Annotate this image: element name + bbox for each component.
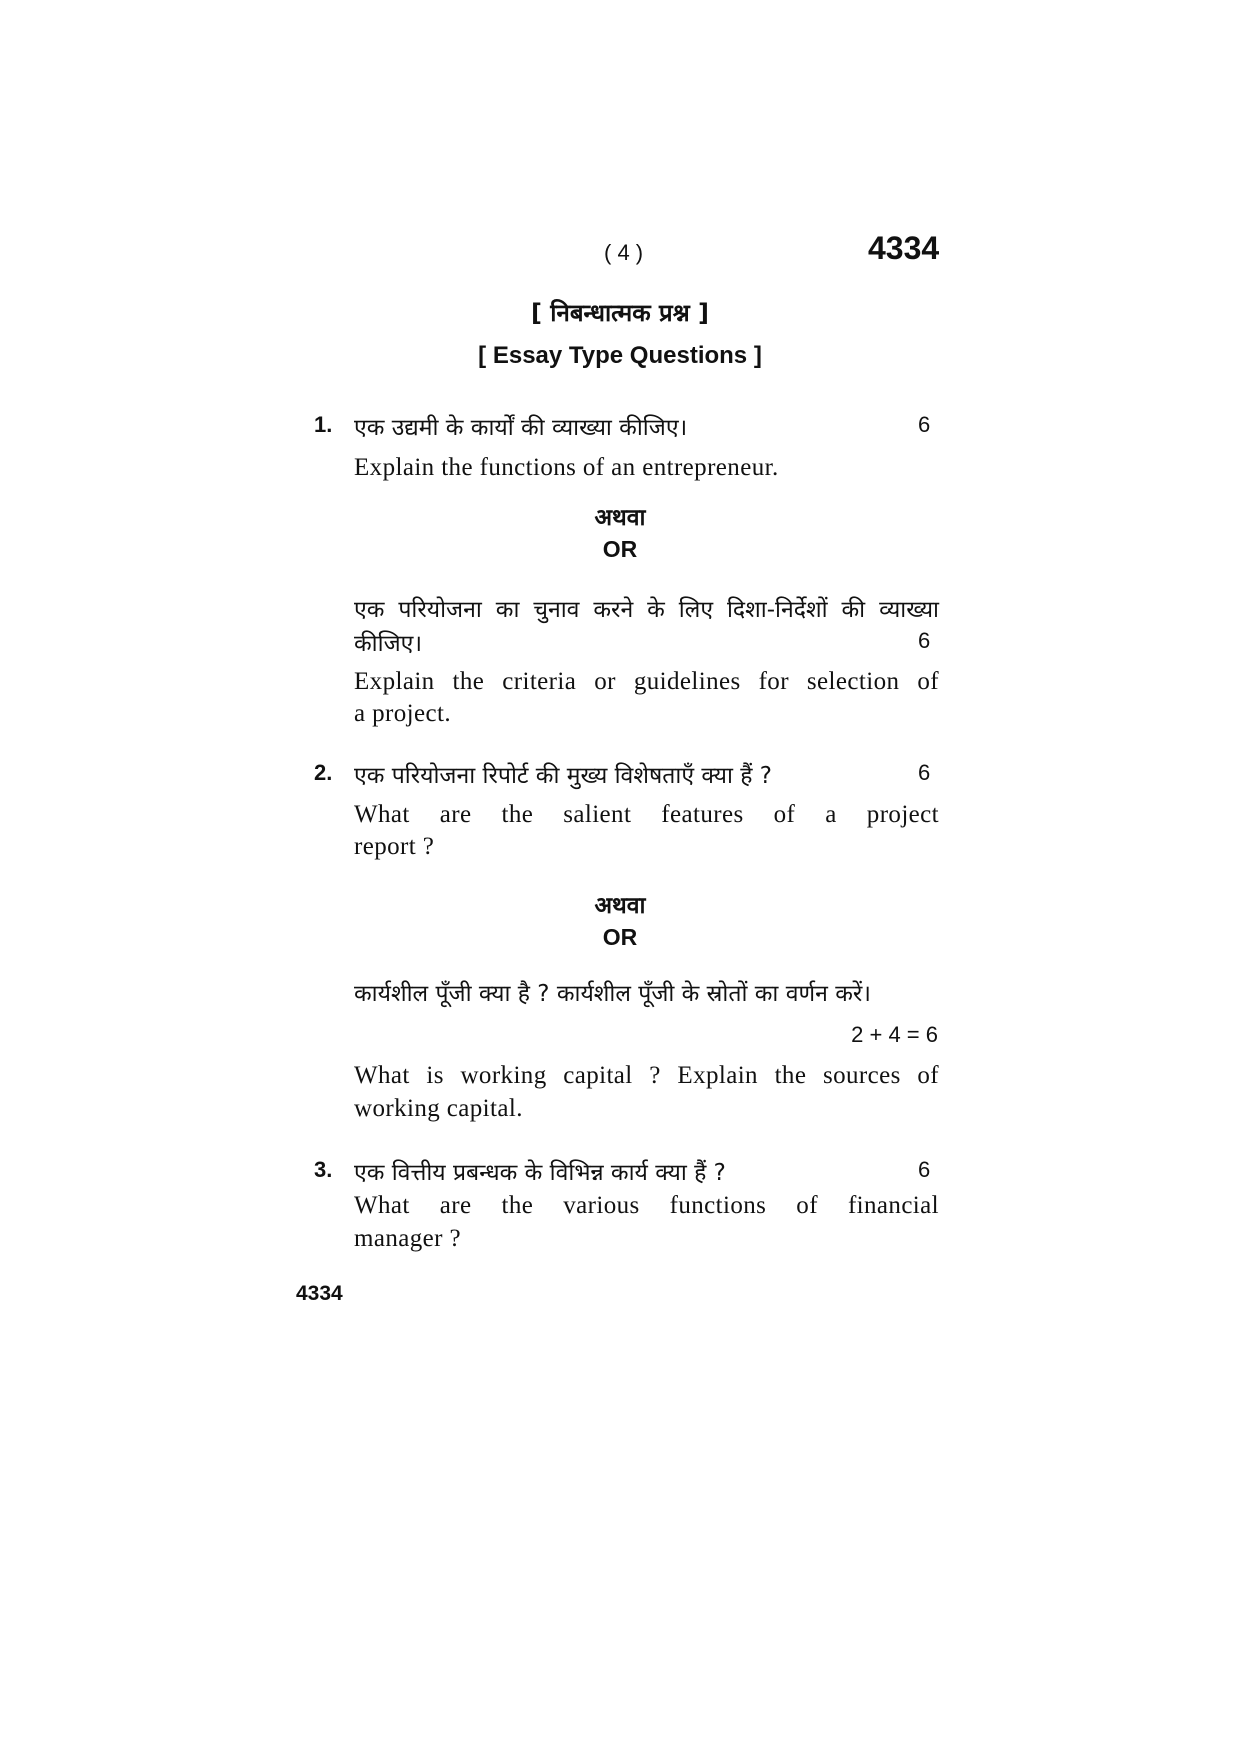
question-2-english-line2: report ? <box>354 833 435 860</box>
question-1-english: Explain the functions of an entrepreneur. <box>354 454 779 481</box>
question-3-marks: 6 <box>918 1157 931 1182</box>
question-1-alt-hindi-line2: कीजिए। <box>354 631 423 657</box>
question-2-alt-english-line1: What is working capital ? Explain the sources of <box>354 1062 939 1089</box>
question-1-alt-hindi-line1: एक परियोजना का चुनाव करने के लिए दिशा-निर्देशों की व्याख्या <box>354 597 939 623</box>
section-title-hindi: [ निबन्धात्मक प्रश्न ] <box>530 299 710 327</box>
or-english-2: OR <box>602 924 638 950</box>
question-1-alt-english-line2: a project. <box>354 700 452 727</box>
question-2-english-line1: What are the salient features of a project <box>354 801 939 828</box>
or-english-1: OR <box>602 536 638 562</box>
question-2-marks: 6 <box>918 760 931 785</box>
question-1-number: 1. <box>314 412 333 437</box>
question-3-hindi: एक वित्तीय प्रबन्धक के विभिन्न कार्य क्या हैं ? <box>354 1160 726 1186</box>
paper-code: 4334 <box>868 230 940 266</box>
question-2-alt-english-line2: working capital. <box>354 1095 523 1122</box>
question-1-alt-marks: 6 <box>918 628 931 653</box>
page-number: ( 4 ) <box>604 240 644 265</box>
question-1-marks: 6 <box>918 412 931 437</box>
question-3-number: 3. <box>314 1157 333 1182</box>
question-2-alt-hindi: कार्यशील पूँजी क्या है ? कार्यशील पूँजी के स्रोतों का वर्णन करें। <box>354 981 871 1007</box>
question-3-english-line2: manager ? <box>354 1225 462 1252</box>
question-2-hindi: एक परियोजना रिपोर्ट की मुख्य विशेषताएँ क्या हैं ? <box>354 763 773 789</box>
question-1-hindi: एक उद्यमी के कार्यों की व्याख्या कीजिए। <box>354 415 688 441</box>
footer-paper-code: 4334 <box>296 1282 343 1305</box>
or-hindi-1: अथवा <box>594 505 646 531</box>
question-2-number: 2. <box>314 760 333 785</box>
question-3-english-line1: What are the various functions of financial <box>354 1192 939 1219</box>
or-hindi-2: अथवा <box>594 893 646 919</box>
question-2-alt-marks: 2 + 4 = 6 <box>851 1022 938 1047</box>
section-title-english: [ Essay Type Questions ] <box>478 342 762 369</box>
question-1-alt-english-line1: Explain the criteria or guidelines for selection of <box>354 668 939 695</box>
